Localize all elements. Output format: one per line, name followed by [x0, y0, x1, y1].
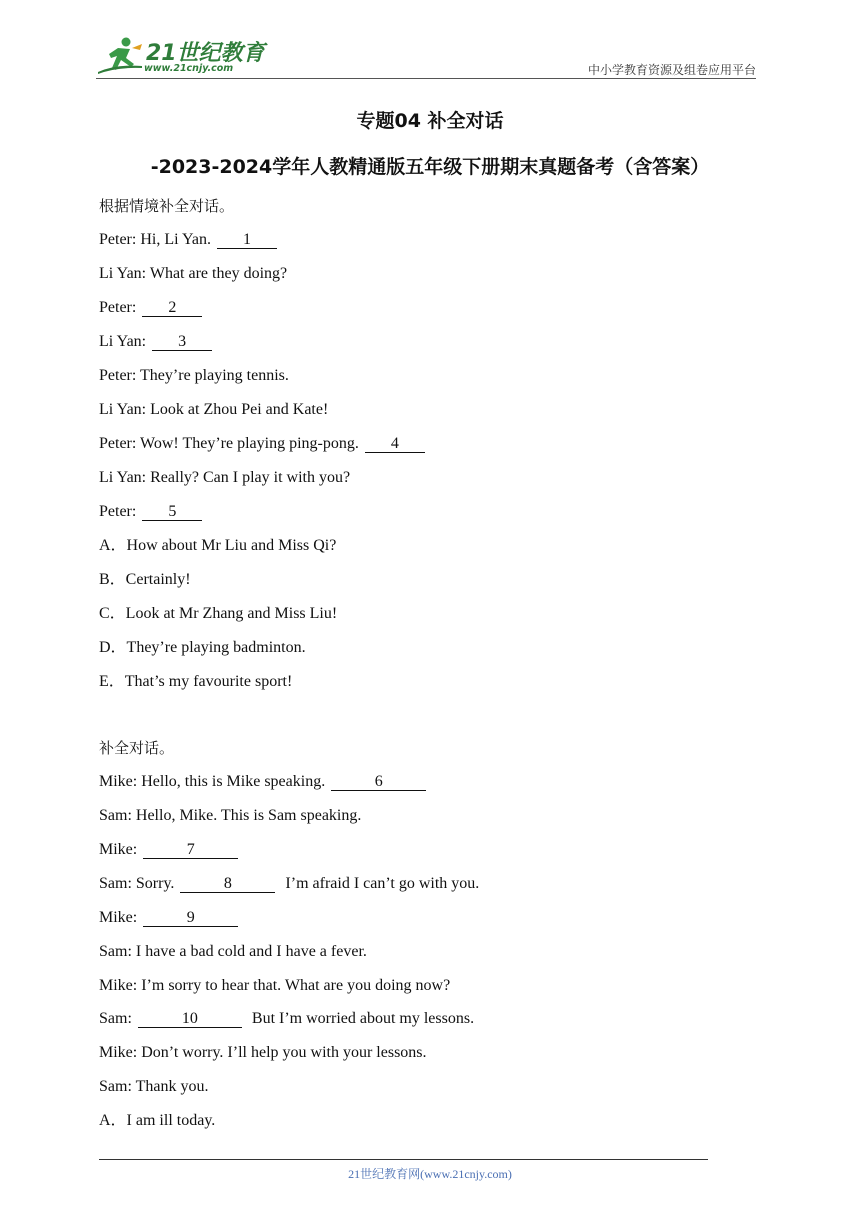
- dialogue-line: Peter: Wow! They’re playing ping-pong. 4: [99, 434, 425, 454]
- dialogue-line: Li Yan: 3: [99, 332, 212, 352]
- platform-name: 中小学教育资源及组卷应用平台: [587, 63, 756, 77]
- option-item: A．How about Mr Liu and Miss Qi?: [99, 537, 337, 554]
- dialogue-line: Mike: 7: [99, 840, 238, 860]
- answer-blank[interactable]: 9: [143, 909, 238, 927]
- footer-divider: [99, 1159, 708, 1160]
- footer-link[interactable]: 21世纪教育网(www.21cnjy.com): [348, 1167, 512, 1181]
- page-subtitle: -2023-2024学年人教精通版五年级下册期末真题备考（含答案）: [150, 156, 710, 178]
- answer-blank[interactable]: 1: [217, 231, 277, 249]
- section2-instruction: 补全对话。: [99, 739, 175, 757]
- option-item: A．I am ill today.: [99, 1112, 216, 1129]
- logo: [96, 36, 276, 76]
- dialogue-line: Sam: Thank you.: [99, 1078, 209, 1095]
- answer-blank[interactable]: 6: [331, 773, 426, 791]
- page-title: 专题04 补全对话: [356, 110, 504, 132]
- dialogue-line: Sam: Hello, Mike. This is Sam speaking.: [99, 807, 362, 824]
- dialogue-line: Peter: They’re playing tennis.: [99, 367, 289, 384]
- dialogue-line: Mike: Don’t worry. I’ll help you with your lessons.: [99, 1044, 427, 1061]
- dialogue-line: Mike: 9: [99, 908, 238, 928]
- header-divider: [96, 78, 756, 79]
- section1-instruction: 根据情境补全对话。: [99, 197, 235, 215]
- logo-url: www.21cnjy.com: [144, 63, 234, 74]
- answer-blank[interactable]: 8: [180, 875, 275, 893]
- answer-blank[interactable]: 7: [143, 841, 238, 859]
- runner-logo-icon: [96, 36, 144, 76]
- option-item: C．Look at Mr Zhang and Miss Liu!: [99, 605, 338, 622]
- dialogue-line: Peter: Hi, Li Yan. 1: [99, 230, 277, 250]
- answer-blank[interactable]: 4: [365, 435, 425, 453]
- answer-blank[interactable]: 3: [152, 333, 212, 351]
- dialogue-line: Mike: I’m sorry to hear that. What are you doing now?: [99, 977, 451, 994]
- answer-blank[interactable]: 5: [142, 503, 202, 521]
- dialogue-line: Sam: I have a bad cold and I have a fever.: [99, 943, 367, 960]
- dialogue-line: Li Yan: Look at Zhou Pei and Kate!: [99, 401, 329, 418]
- page-header: [96, 30, 756, 80]
- dialogue-line: Li Yan: What are they doing?: [99, 265, 288, 282]
- dialogue-line: Peter: 2: [99, 298, 202, 318]
- option-item: D．They’re playing badminton.: [99, 639, 306, 656]
- option-item: E．That’s my favourite sport!: [99, 673, 293, 690]
- dialogue-line: Li Yan: Really? Can I play it with you?: [99, 469, 351, 486]
- dialogue-line: Mike: Hello, this is Mike speaking. 6: [99, 772, 426, 792]
- dialogue-line: Sam: Sorry. 8 I’m afraid I can’t go with you.: [99, 875, 480, 892]
- dialogue-line: Peter: 5: [99, 502, 202, 522]
- logo-text: 21世纪教育: [146, 41, 265, 66]
- dialogue-line: Sam: 10 But I’m worried about my lessons.: [99, 1010, 475, 1027]
- answer-blank[interactable]: 10: [138, 1010, 242, 1028]
- answer-blank[interactable]: 2: [142, 299, 202, 317]
- option-item: B．Certainly!: [99, 571, 191, 588]
